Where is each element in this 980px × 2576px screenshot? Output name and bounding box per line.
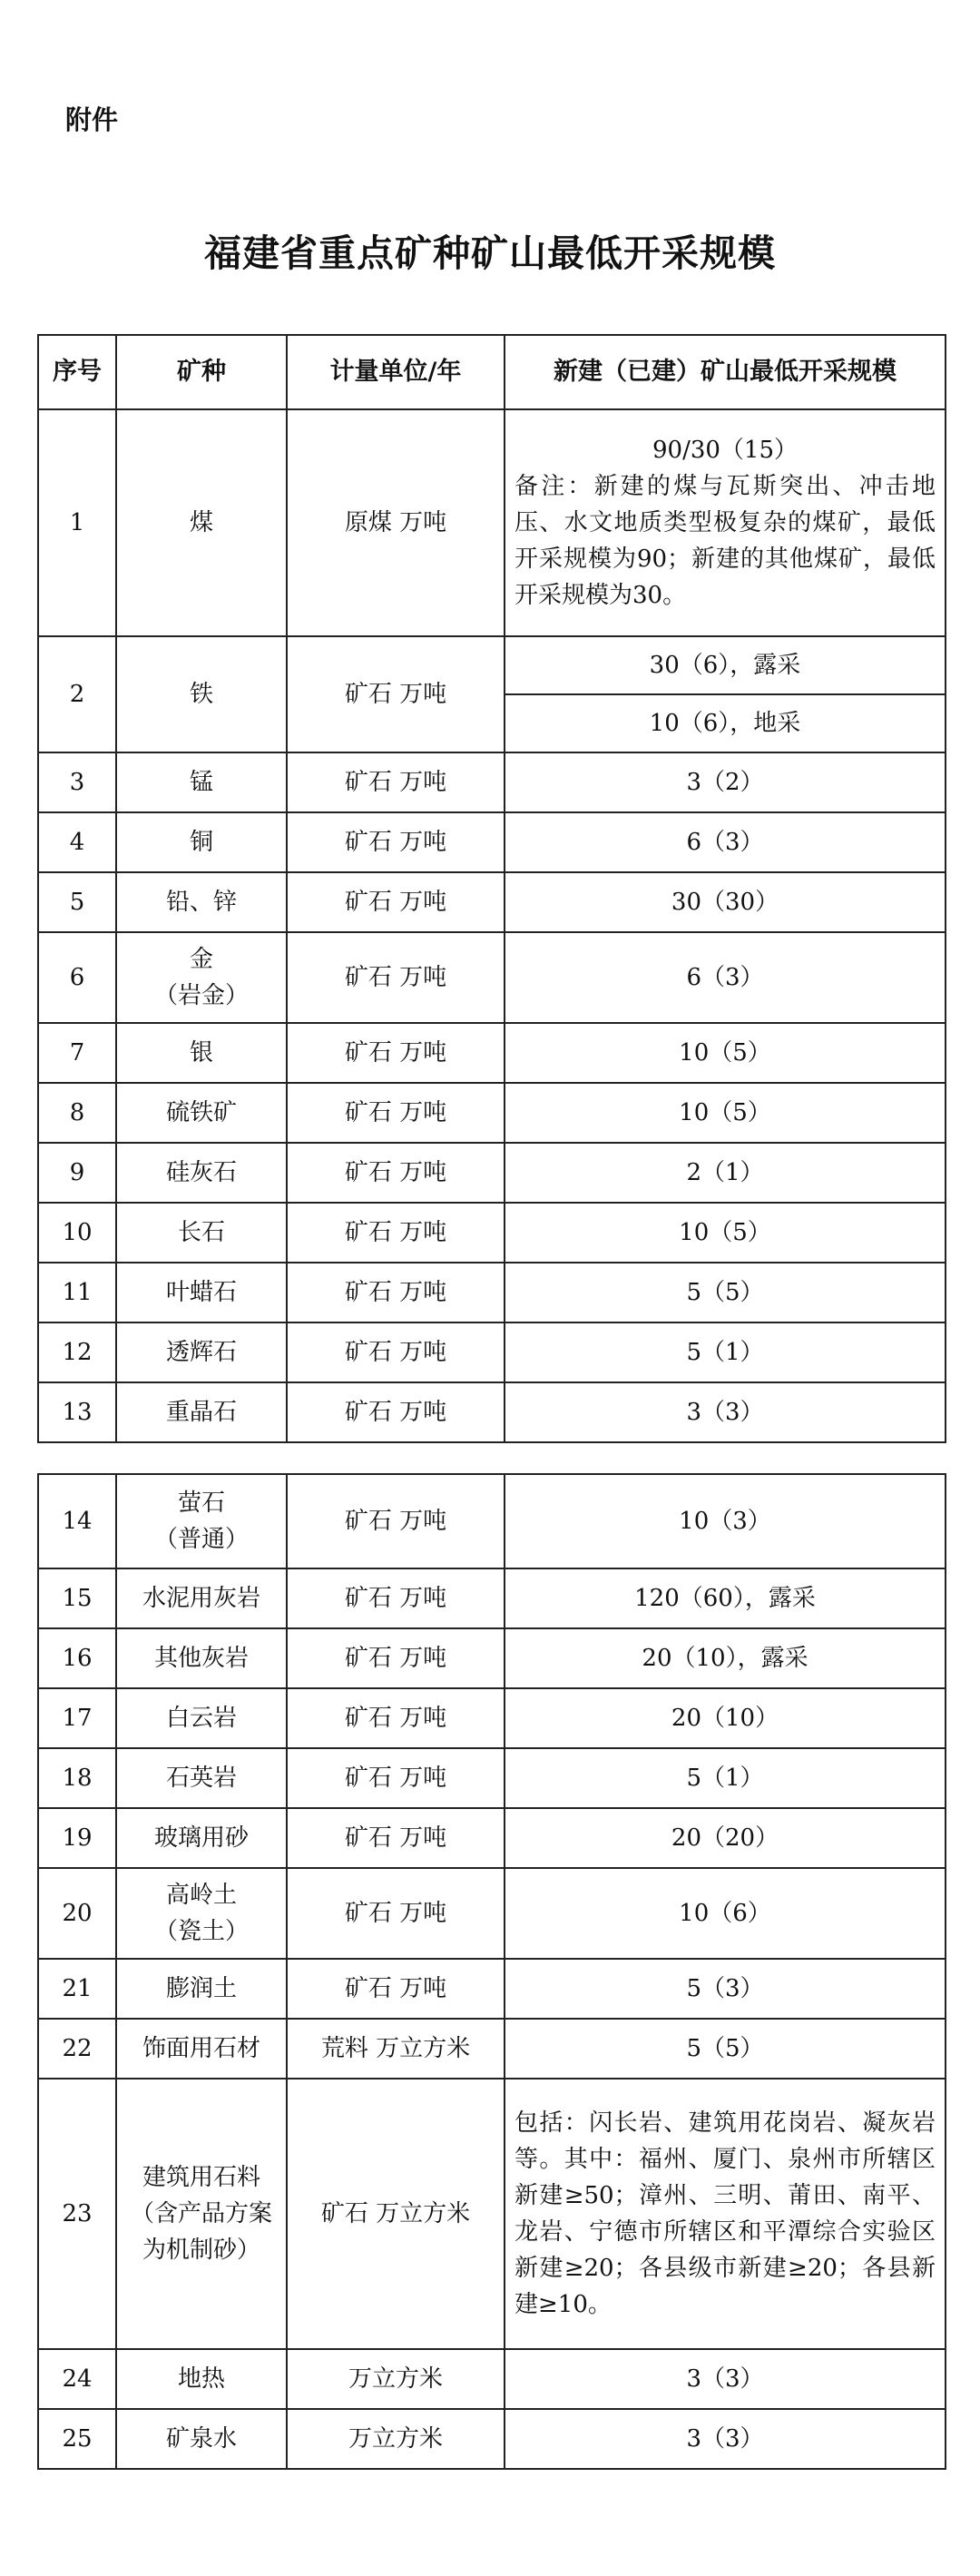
table-row xyxy=(38,1688,946,1748)
mining-scale-table-part2 xyxy=(37,1473,946,2470)
row-scale: 10（5） xyxy=(505,1023,946,1083)
table-row xyxy=(38,1083,946,1143)
row-scale: 20（10），露采 xyxy=(505,1628,946,1688)
row-unit: 矿石 万吨 xyxy=(287,1688,505,1748)
row-mineral: 建筑用石料（含产品方案为机制砂） xyxy=(116,2079,287,2349)
row-no: 6 xyxy=(38,932,116,1023)
table-row xyxy=(38,2019,946,2079)
row-mineral: 硅灰石 xyxy=(116,1143,287,1203)
row-no: 8 xyxy=(38,1083,116,1143)
row-mineral: 地热 xyxy=(116,2349,287,2409)
row-scale: 5（5） xyxy=(505,2019,946,2079)
table-row xyxy=(38,812,946,872)
row-no: 14 xyxy=(38,1474,116,1568)
row-mineral: 铅、锌 xyxy=(116,872,287,932)
row-unit: 矿石 万吨 xyxy=(287,932,505,1023)
header-unit: 计量单位/年 xyxy=(287,335,505,409)
row-mineral: 膨润土 xyxy=(116,1959,287,2019)
row-mineral: 高岭土 xyxy=(165,1882,237,1909)
row-scale: 3（3） xyxy=(505,1382,946,1442)
row-scale: 120（60），露采 xyxy=(505,1568,946,1628)
row-unit: 矿石 万吨 xyxy=(287,1959,505,2019)
row-mineral-cell xyxy=(116,1474,287,1568)
row-no: 7 xyxy=(38,1023,116,1083)
row-no: 18 xyxy=(38,1748,116,1808)
row-unit: 矿石 万立方米 xyxy=(287,2079,505,2349)
row-no: 21 xyxy=(38,1959,116,2019)
row-no: 20 xyxy=(38,1868,116,1959)
row-unit: 矿石 万吨 xyxy=(287,1083,505,1143)
row-unit: 矿石 万吨 xyxy=(287,636,505,752)
row-scale: 20（20） xyxy=(505,1808,946,1868)
table-row xyxy=(38,1808,946,1868)
table-row xyxy=(38,1748,946,1808)
row-unit: 原煤 万吨 xyxy=(287,409,505,636)
row-scale: 6（3） xyxy=(505,812,946,872)
row-scale: 5（1） xyxy=(505,1322,946,1382)
row-unit: 矿石 万吨 xyxy=(287,1748,505,1808)
row-scale: 10（6），地采 xyxy=(505,694,946,752)
table-row xyxy=(38,409,946,636)
table-row xyxy=(38,1568,946,1628)
row-mineral-cell xyxy=(116,1868,287,1959)
row-scale: 30（6），露采 xyxy=(505,636,946,694)
row-no: 10 xyxy=(38,1203,116,1263)
row-scale: 3（2） xyxy=(505,752,946,812)
row-scale: 5（5） xyxy=(505,1263,946,1322)
row-scale: 30（30） xyxy=(505,872,946,932)
table-row xyxy=(38,636,946,694)
row-no: 11 xyxy=(38,1263,116,1322)
row-no: 13 xyxy=(38,1382,116,1442)
row-unit: 万立方米 xyxy=(287,2409,505,2469)
row-no: 25 xyxy=(38,2409,116,2469)
table-row xyxy=(38,2349,946,2409)
row-scale: 5（3） xyxy=(505,1959,946,2019)
row-scale-cell xyxy=(505,409,946,636)
row-no: 1 xyxy=(38,409,116,636)
row-scale: 90/30（15） xyxy=(652,437,798,464)
row-unit: 矿石 万吨 xyxy=(287,1143,505,1203)
row-unit: 矿石 万吨 xyxy=(287,1474,505,1568)
row-unit: 矿石 万吨 xyxy=(287,1382,505,1442)
row-no: 3 xyxy=(38,752,116,812)
row-no: 2 xyxy=(38,636,116,752)
row-mineral: 长石 xyxy=(116,1203,287,1263)
row-no: 19 xyxy=(38,1808,116,1868)
row-no: 5 xyxy=(38,872,116,932)
table-header-row xyxy=(38,335,946,409)
header-no: 序号 xyxy=(38,335,116,409)
row-unit: 矿石 万吨 xyxy=(287,752,505,812)
row-unit: 矿石 万吨 xyxy=(287,812,505,872)
table-row xyxy=(38,1143,946,1203)
row-scale: 20（10） xyxy=(505,1688,946,1748)
page-title: 福建省重点矿种矿山最低开采规模 xyxy=(204,231,776,275)
row-mineral-sub: （瓷土） xyxy=(153,1918,249,1945)
row-mineral: 银 xyxy=(116,1023,287,1083)
row-no: 4 xyxy=(38,812,116,872)
table-row xyxy=(38,1474,946,1568)
table-row xyxy=(38,932,946,1023)
row-scale: 2（1） xyxy=(505,1143,946,1203)
row-no: 15 xyxy=(38,1568,116,1628)
row-scale: 10（5） xyxy=(505,1083,946,1143)
row-mineral: 铁 xyxy=(116,636,287,752)
row-no: 23 xyxy=(38,2079,116,2349)
row-mineral-sub: （岩金） xyxy=(153,982,249,1009)
row-mineral: 金 xyxy=(189,946,213,973)
row-scale: 5（1） xyxy=(505,1748,946,1808)
row-no: 9 xyxy=(38,1143,116,1203)
row-mineral: 硫铁矿 xyxy=(116,1083,287,1143)
row-scale: 10（3） xyxy=(505,1474,946,1568)
table-row xyxy=(38,752,946,812)
mining-scale-table-part1 xyxy=(37,334,946,1443)
row-unit: 矿石 万吨 xyxy=(287,1263,505,1322)
row-mineral: 矿泉水 xyxy=(116,2409,287,2469)
table-row xyxy=(38,1382,946,1442)
row-mineral: 其他灰岩 xyxy=(116,1628,287,1688)
row-mineral: 萤石 xyxy=(177,1490,225,1517)
table-row xyxy=(38,2079,946,2349)
row-unit: 万立方米 xyxy=(287,2349,505,2409)
row-no: 16 xyxy=(38,1628,116,1688)
table-row xyxy=(38,1203,946,1263)
row-scale: 10（6） xyxy=(505,1868,946,1959)
header-mineral: 矿种 xyxy=(116,335,287,409)
row-mineral: 煤 xyxy=(116,409,287,636)
row-scale: 3（3） xyxy=(505,2349,946,2409)
row-mineral: 白云岩 xyxy=(116,1688,287,1748)
row-note: 备注：新建的煤与瓦斯突出、冲击地压、水文地质类型极复杂的煤矿，最低开采规模为90；新建的其他煤矿，最低开采规模为30。 xyxy=(514,473,936,609)
row-mineral: 铜 xyxy=(116,812,287,872)
row-unit: 矿石 万吨 xyxy=(287,872,505,932)
row-mineral: 石英岩 xyxy=(116,1748,287,1808)
header-scale: 新建（已建）矿山最低开采规模 xyxy=(505,335,946,409)
row-no: 22 xyxy=(38,2019,116,2079)
row-mineral: 透辉石 xyxy=(116,1322,287,1382)
table-row xyxy=(38,1959,946,2019)
row-no: 24 xyxy=(38,2349,116,2409)
table-row xyxy=(38,1628,946,1688)
row-mineral: 锰 xyxy=(116,752,287,812)
table-row xyxy=(38,1868,946,1959)
table-row xyxy=(38,872,946,932)
row-scale: 3（3） xyxy=(505,2409,946,2469)
row-scale: 10（5） xyxy=(505,1203,946,1263)
row-mineral: 叶蜡石 xyxy=(116,1263,287,1322)
row-unit: 矿石 万吨 xyxy=(287,1808,505,1868)
table-row xyxy=(38,2409,946,2469)
row-unit: 荒料 万立方米 xyxy=(287,2019,505,2079)
row-unit: 矿石 万吨 xyxy=(287,1322,505,1382)
row-mineral: 水泥用灰岩 xyxy=(116,1568,287,1628)
table-row xyxy=(38,1023,946,1083)
attachment-label: 附件 xyxy=(65,104,119,135)
row-note: 包括：闪长岩、建筑用花岗岩、凝灰岩等。其中：福州、厦门、泉州市所辖区新建≥50；漳州、三明、莆田、南平、龙岩、宁德市所辖区和平潭综合实验区新建≥20；各县级市新建≥20；各县新建≥10。 xyxy=(505,2079,946,2349)
table-row xyxy=(38,1263,946,1322)
row-unit: 矿石 万吨 xyxy=(287,1203,505,1263)
table-row xyxy=(38,1322,946,1382)
row-unit: 矿石 万吨 xyxy=(287,1628,505,1688)
row-mineral-sub: （普通） xyxy=(153,1526,249,1553)
row-mineral: 饰面用石材 xyxy=(116,2019,287,2079)
row-mineral-cell xyxy=(116,932,287,1023)
row-no: 12 xyxy=(38,1322,116,1382)
row-scale: 6（3） xyxy=(505,932,946,1023)
row-unit: 矿石 万吨 xyxy=(287,1868,505,1959)
row-mineral: 玻璃用砂 xyxy=(116,1808,287,1868)
row-unit: 矿石 万吨 xyxy=(287,1023,505,1083)
row-no: 17 xyxy=(38,1688,116,1748)
row-mineral: 重晶石 xyxy=(116,1382,287,1442)
row-unit: 矿石 万吨 xyxy=(287,1568,505,1628)
